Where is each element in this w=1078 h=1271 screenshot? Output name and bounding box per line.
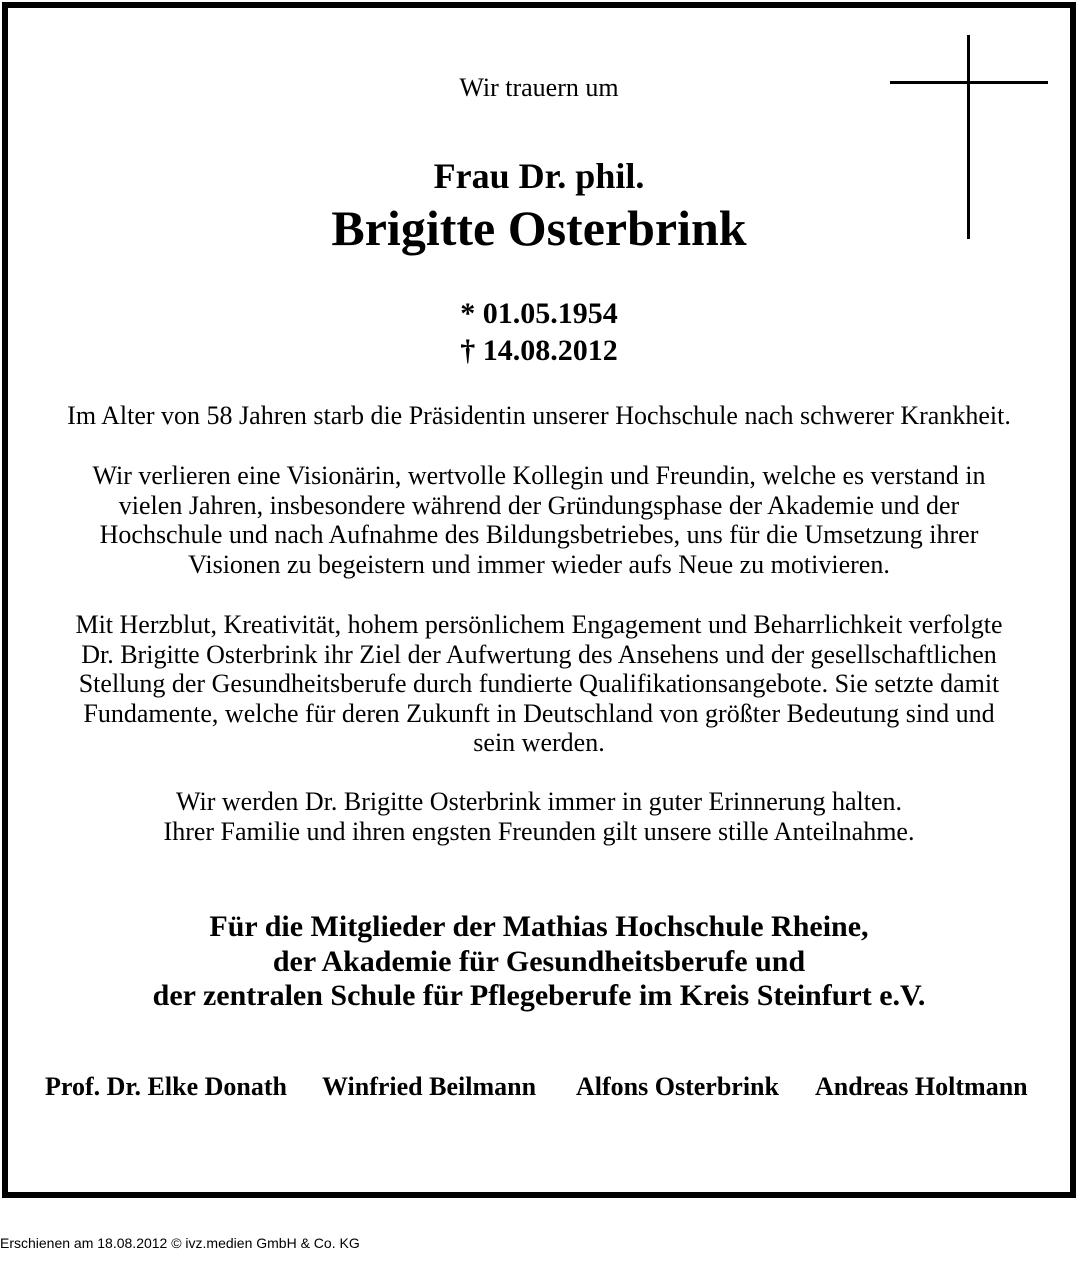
signer-name: Winfried Beilmann (322, 1072, 537, 1101)
paragraph-line: Wir werden Dr. Brigitte Osterbrink immer in guter Erinnerung halten. (175, 787, 903, 816)
signoff-line: der Akademie für Gesundheitsberufe und (272, 944, 806, 978)
paragraph-age: Im Alter von 58 Jahren starb die Präsidentin unserer Hochschule nach schwerer Krankheit. (67, 401, 1011, 430)
birth-date: * 01.05.1954 (460, 297, 618, 330)
paragraph-line: Dr. Brigitte Osterbrink ihr Ziel der Aufwertung des Ansehens und der gesellschaftlichen (81, 639, 997, 669)
paragraph-line: Hochschule und nach Aufnahme des Bildungsbetriebes, uns für die Umsetzung ihrer (99, 520, 979, 549)
signoff-line: der zentralen Schule für Pflegeberufe im Kreis Steinfurt e.V. (152, 979, 926, 1012)
paragraph-line: Fundamente, welche für deren Zukunft in Deutschland von größter Bedeutung sind und (83, 698, 995, 728)
publication-credit: Erschienen am 18.08.2012 © ivz.medien GmbH & Co. KG (0, 1235, 360, 1251)
signers-row (0, 1072, 1078, 1108)
signoff-line: Für die Mitglieder der Mathias Hochschule Rheine, (209, 910, 869, 943)
paragraph-line: Ihrer Familie und ihren engsten Freunden gilt unsere stille Anteilnahme. (163, 816, 915, 846)
deceased-name: Brigitte Osterbrink (331, 200, 747, 256)
paragraph-tribute (0, 461, 1078, 579)
signer-name: Alfons Osterbrink (576, 1072, 779, 1101)
paragraph-line: sein werden. (473, 728, 605, 757)
paragraph-line: Mit Herzblut, Kreativität, hohem persönlichem Engagement und Beharrlichkeit verfolgte (75, 610, 1003, 639)
intro-text: Wir trauern um (459, 73, 619, 102)
paragraph-remembrance (0, 787, 1078, 846)
honorific-title: Frau Dr. phil. (433, 156, 645, 196)
signer-name: Prof. Dr. Elke Donath (45, 1072, 287, 1101)
death-date: † 14.08.2012 (460, 334, 618, 367)
paragraph-achievements (0, 610, 1078, 758)
institution-signoff (0, 910, 1078, 1014)
paragraph-line: Wir verlieren eine Visionärin, wertvolle Kollegin und Freundin, welche es verstand in (92, 461, 986, 490)
paragraph-line: Stellung der Gesundheitsberufe durch fundierte Qualifikationsangebote. Sie setzte damit (78, 669, 1000, 698)
signer-name: Andreas Holtmann (815, 1072, 1028, 1101)
paragraph-line: Visionen zu begeistern und immer wieder aufs Neue zu motivieren. (188, 549, 890, 579)
paragraph-line: vielen Jahren, insbesondere während der Gründungsphase der Akademie und der (118, 490, 960, 520)
